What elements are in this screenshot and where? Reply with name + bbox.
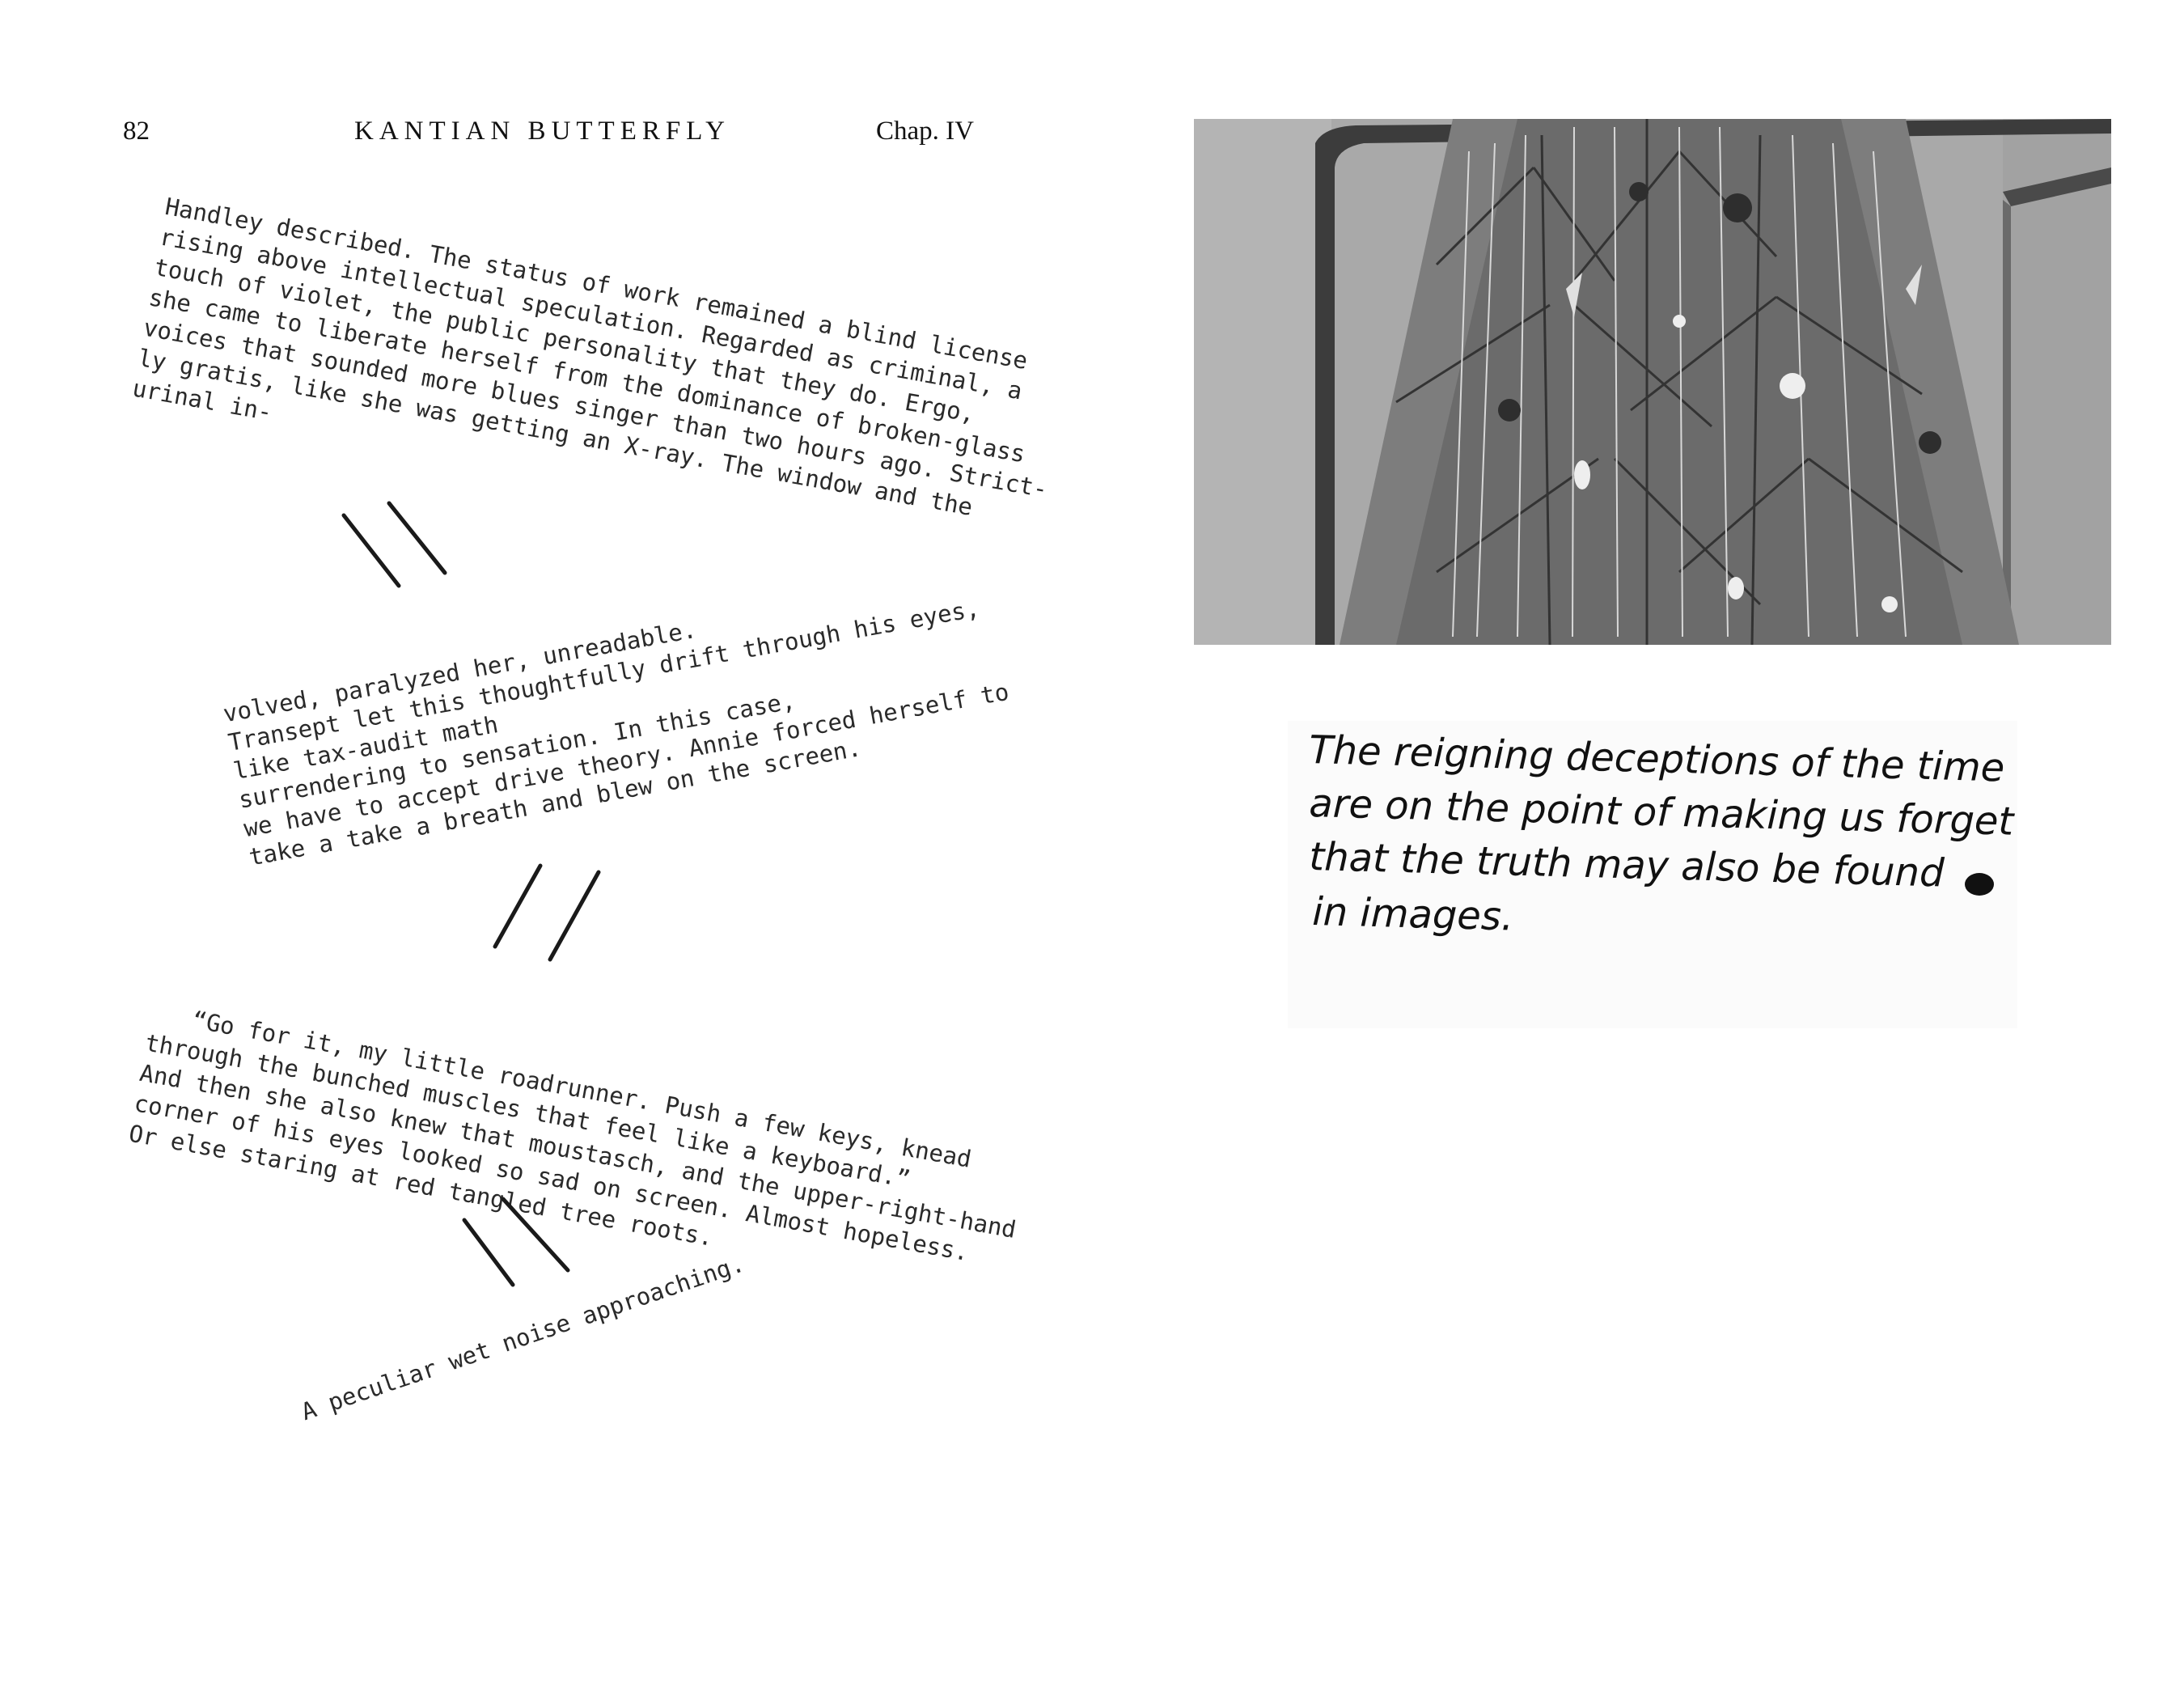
handwriting-line-3: that the truth may also be found <box>1308 834 1945 896</box>
handwriting-line-4: in images. <box>1311 889 1514 940</box>
running-title: KANTIAN BUTTERFLY <box>354 117 730 146</box>
handwritten-note <box>1288 721 2017 1028</box>
handwriting-line-1: The reigning deceptions of the time <box>1308 727 2005 791</box>
page-number: 82 <box>123 117 150 146</box>
text-block-4: A peculiar wet noise approaching. <box>298 1249 748 1426</box>
christmas-tree-photo <box>1194 119 2111 645</box>
handwriting-line-2: are on the point of making us forget <box>1308 781 2015 845</box>
double-slash-divider-3 <box>455 1189 580 1290</box>
chapter-label: Chap. IV <box>876 117 974 146</box>
text-block-3: “Go for it, my little roadrunner. Push a few keys, knead through the bunched muscles that feel like a keyboard.” And then she also knew that moustasch, and the upper-right-hand corner of his eyes looked so sad on screen. Almost hopeless. Or else staring at red tangled tree roots. <box>126 998 1018 1267</box>
double-slash-divider-1 <box>336 495 465 592</box>
text-block-1: Handley described. The status of work remained a blind license rising above intellectual speculation. Regarded as criminal, a touch of violet, the public personality that they do. Ergo, she came to liberate herself from the dominance of broken-glass voices that sounded more blues singer than two hours ago. Strict- ly gratis, like she was getting an X-ray. The window and the urinal in- <box>130 192 1050 521</box>
double-slash-divider-2 <box>485 859 615 968</box>
text-block-2: volved, paralyzed her, unreadable. Transept let this thoughtfully drift through his eyes, like tax-audit math surrendering to sensation. In this case, we have to accept drive theory. Annie forced herself to take a take a breath and blew on the screen. <box>221 594 1011 871</box>
